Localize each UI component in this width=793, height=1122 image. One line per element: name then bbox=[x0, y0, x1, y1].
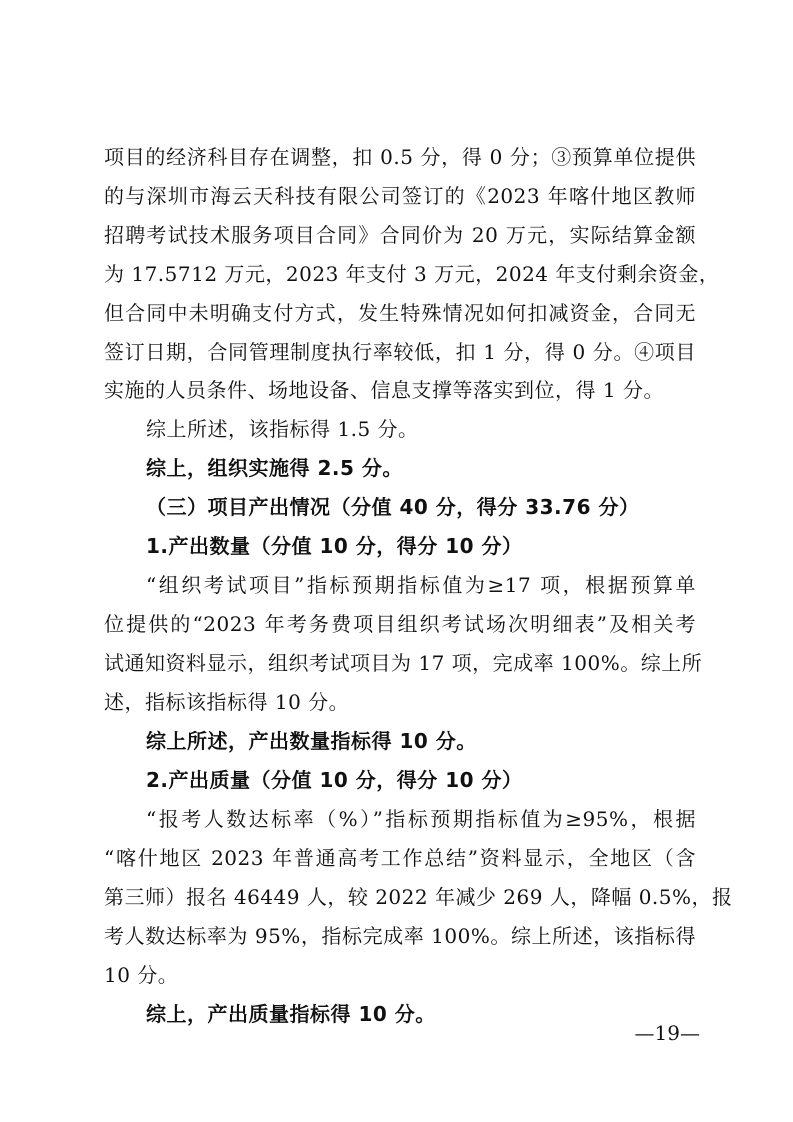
summary-heading: 综上所述，产出数量指标得 10 分。 bbox=[146, 729, 477, 753]
paragraph-line: 第三师）报名 46449 人，较 2022 年减少 269 人，降幅 0.5%，报 bbox=[104, 885, 733, 909]
paragraph-line: 实施的人员条件、场地设备、信息支撑等落实到位，得 1 分。 bbox=[104, 378, 664, 402]
summary-heading: 综上，组织实施得 2.5 分。 bbox=[146, 456, 403, 480]
page-number: —19— bbox=[634, 1021, 700, 1045]
paragraph-line: 签订日期，合同管理制度执行率较低，扣 1 分，得 0 分。④项目 bbox=[104, 340, 696, 364]
paragraph-line: 招聘考试技术服务项目合同》合同价为 20 万元，实际结算金额 bbox=[104, 223, 696, 247]
subsection-heading: 1.产出数量（分值 10 分，得分 10 分） bbox=[146, 534, 523, 558]
paragraph-line: 述，指标该指标得 10 分。 bbox=[104, 690, 350, 714]
paragraph-line: 但合同中未明确支付方式，发生特殊情况如何扣减资金，合同无 bbox=[104, 301, 696, 325]
paragraph-line: “报考人数达标率（%）”指标预期指标值为≥95%，根据 bbox=[146, 807, 696, 831]
section-heading: （三）项目产出情况（分值 40 分，得分 33.76 分） bbox=[146, 495, 640, 519]
paragraph-line: 位提供的“2023 年考务费项目组织考试场次明细表”及相关考 bbox=[104, 612, 696, 636]
paragraph-line: 为 17.5712 万元，2023 年支付 3 万元，2024 年支付剩余资金， bbox=[104, 262, 720, 286]
paragraph-line: 项目的经济科目存在调整，扣 0.5 分，得 0 分；③预算单位提供 bbox=[104, 145, 696, 169]
paragraph-line: 考人数达标率为 95%，指标完成率 100%。综上所述，该指标得 bbox=[104, 924, 696, 948]
paragraph-line: 综上所述，该指标得 1.5 分。 bbox=[146, 417, 419, 441]
paragraph-line: 的与深圳市海云天科技有限公司签订的《2023 年喀什地区教师 bbox=[104, 184, 696, 208]
paragraph-line: 10 分。 bbox=[104, 963, 179, 987]
paragraph-line: “喀什地区 2023 年普通高考工作总结”资料显示，全地区（含 bbox=[104, 846, 696, 870]
summary-heading: 综上，产出质量指标得 10 分。 bbox=[146, 1002, 436, 1026]
paragraph-line: 试通知资料显示，组织考试项目为 17 项，完成率 100%。综上所 bbox=[104, 651, 703, 675]
paragraph-line: “组织考试项目”指标预期指标值为≥17 项，根据预算单 bbox=[146, 573, 696, 597]
subsection-heading: 2.产出质量（分值 10 分，得分 10 分） bbox=[146, 768, 523, 792]
